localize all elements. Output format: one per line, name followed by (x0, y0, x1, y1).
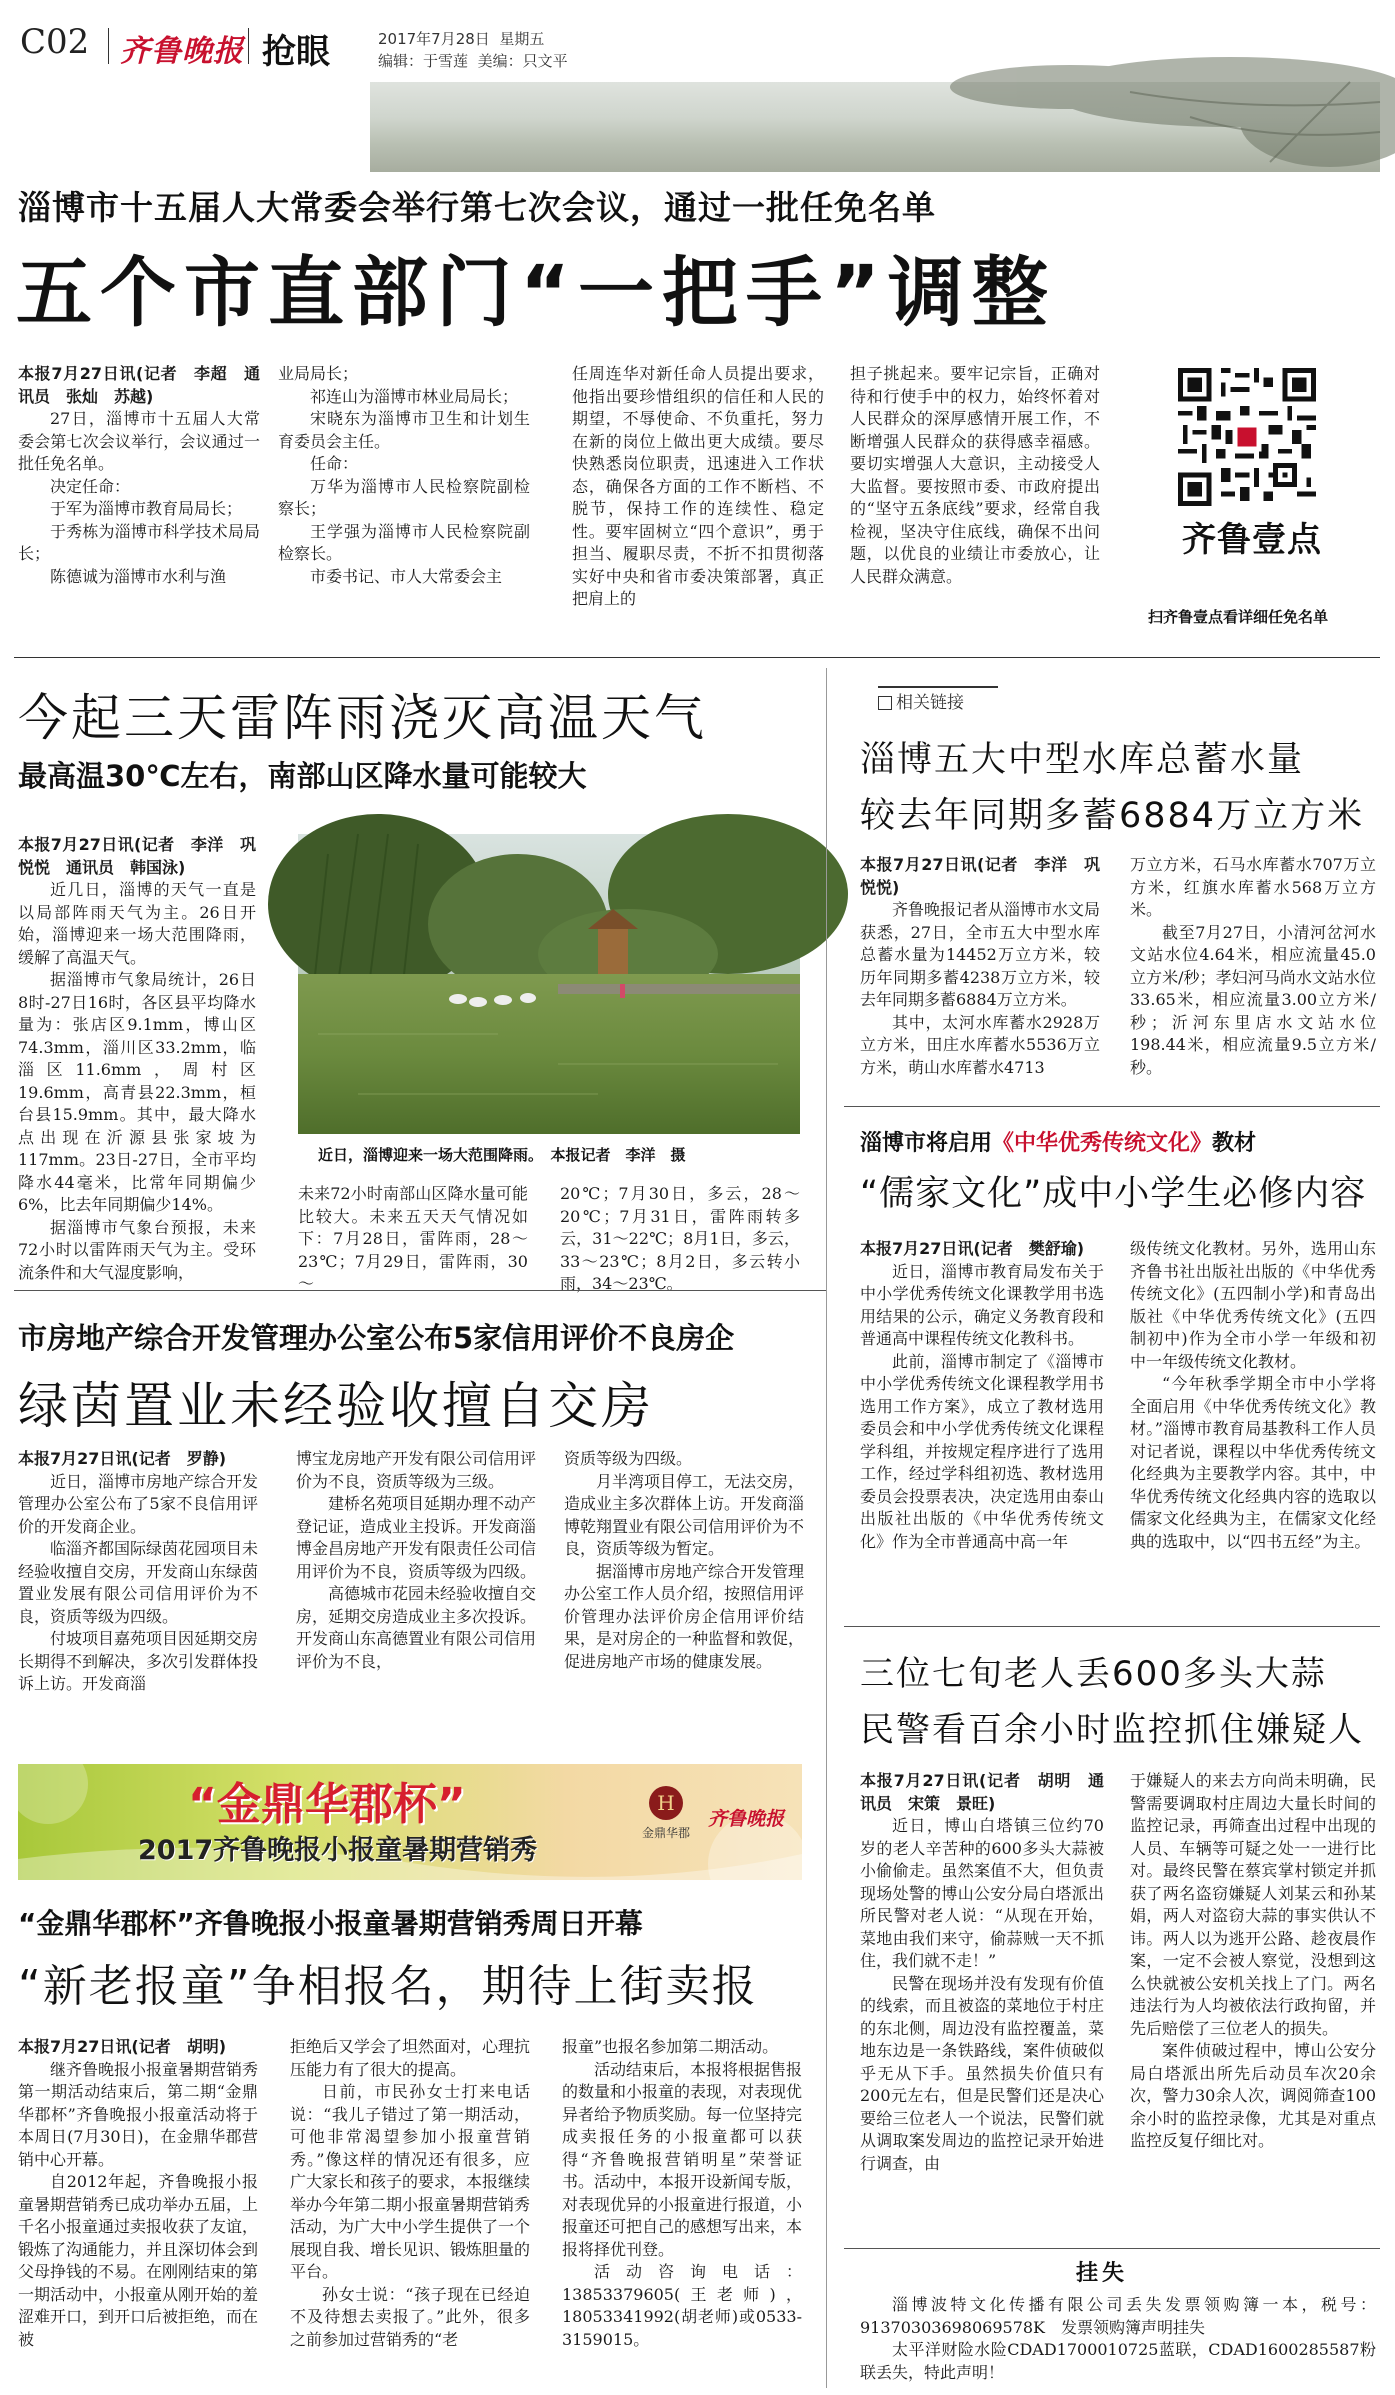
paragraph: 付坡项目嘉苑项目因延期交房长期得不到解决，多次引发群体投诉上访。开发商淄 (18, 1629, 259, 1693)
story3-title: 绿茵置业未经验收擅自交房 (18, 1377, 654, 1435)
story2-byline: 本报7月27日讯(记者 李洋 巩悦悦 通讯员 韩国泳) (18, 835, 256, 877)
paragraph: 活动咨询电话：13853379605(王老师)，18053341992(胡老师)或0533-3159015。 (562, 2262, 802, 2349)
paragraph: 20℃；7月30日，多云，28～20℃；7月31日，雷阵雨转多云，31～22℃；8月1日，多云，33～23℃；8月2日，多云转小雨，34～23℃。 (560, 1184, 800, 1293)
divider (844, 1626, 1380, 1627)
paragraph: 据淄博市气象台预报，未来72小时以雷阵雨天气为主。受环流条件和大气湿度影响， (18, 1217, 256, 1282)
banner-logo-1 (630, 1786, 702, 1856)
paragraph: 近日，淄博市房地产综合开发管理办公室公布了5家不良信用评价的开发商企业。 (18, 1471, 259, 1536)
banner-title: “金鼎华郡杯” (188, 1779, 466, 1830)
issue-date (378, 28, 544, 49)
kicker-text: 淄博市将启用 (860, 1131, 993, 1156)
paragraph: 近几日，淄博的天气一直是以局部阵雨天气为主。26日开始，淄博迎来一场大范围降雨，缓解了高温天气。 (18, 880, 256, 967)
story7-byline: 本报7月27日讯(记者 胡明 通讯员 宋策 景旺) (860, 1771, 1104, 1813)
notice-text: 太平洋财险水险CDAD1700010725蓝联，CDAD1600285587粉联丢失，特此声明！ (860, 2340, 1376, 2382)
story5-title-line1: 淄博五大中型水库总蓄水量 (860, 740, 1305, 780)
tree-branches (370, 82, 1380, 172)
paragraph: 自2012年起，齐鲁晚报小报童暑期营销秀已成功举办五届，上千名小报童通过卖报收获了友谊，锻炼了沟通能力，并且深切体会到父母挣钱的不易。在刚刚结束的第一期活动中，小报童从刚开始的羞涩难开口，到开口后被拒绝，而在被 (18, 2172, 259, 2349)
qr-code[interactable] (1178, 368, 1316, 506)
story7-col2 (1130, 1770, 1376, 2240)
notice-title: 挂失 (1076, 2261, 1129, 2286)
paragraph: 陈德诚为淄博市水利与渔 (50, 566, 227, 586)
banner-subtitle: 2017齐鲁晚报小报童暑期营销秀 (138, 1835, 538, 1866)
story1-col3 (572, 363, 824, 653)
paragraph: 此前，淄博市制定了《淄博市中小学优秀传统文化课程教学用书选用工作方案》，成立了教材选用委员会和中小学优秀传统文化课程学科组，并按规定程序进行了选用工作，经过学科组初选、教材选用委员会投票表决，决定选用由泰山出版社出版的《中华优秀传统文化》作为全市普通高中高一年 (860, 1351, 1104, 1551)
paragraph: 近日，博山白塔镇三位约70岁的老人辛苦种的600多头大蒜被小偷偷走。虽然案值不大，但负责现场处警的博山公安分局白塔派出所民警对老人说：“从现在开始，菜地由我们来守，偷蒜贼一天不抓住，我们就不走！” (860, 1816, 1104, 1970)
notice-body (860, 2294, 1376, 2386)
section-name: 抢眼 (262, 32, 330, 72)
paragraph: 继齐鲁晚报小报童暑期营销秀第一期活动结束后，第二期“金鼎华郡杯”齐鲁晚报小报童活动将于本周日(7月30日)，在金鼎华郡营销中心开幕。 (18, 2059, 259, 2169)
paragraph: 拒绝后又学会了坦然面对，心理抗压能力有了很大的提高。 (290, 2037, 531, 2079)
related-links-tag (878, 686, 998, 712)
qr-code-image (1178, 368, 1316, 506)
paragraph: 据淄博市房地产综合开发管理办公室工作人员介绍，按照信用评价管理办法评价房企信用评价结果，是对房企的一种监督和敦促，促进房地产市场的健康发展。 (564, 1561, 805, 1671)
paragraph: 市委书记、市人大常委会主 (310, 566, 503, 586)
story7-title-line1: 三位七旬老人丢600多头大蒜 (860, 1654, 1327, 1694)
story1-col4 (850, 363, 1100, 653)
divider (844, 2248, 1380, 2249)
date-text: 2017年7月28日 (378, 30, 490, 48)
paragraph: 宋晓东为淄博市卫生和计划生育委员会主任。 (278, 409, 530, 451)
editor-text: 编辑：于雪莲 (378, 52, 469, 70)
paragraph: 截至7月27日，小清河岔河水文站水位4.64米，相应流量45.0立方米/秒；孝妇河马尚水文站水位33.65米，相应流量3.00立方米/秒；沂河东里店水文站水位198.44米，相应流量9.5立方米/秒。 (1130, 922, 1376, 1077)
banner-logo-1-emblem: H (649, 1786, 683, 1820)
masthead-logo: 齐鲁晚报 (120, 34, 244, 69)
paragraph: 王学强为淄博市人民检察院副检察长。 (278, 521, 530, 563)
paragraph: 担子挑起来。要牢记宗旨，正确对待和行使手中的权力，始终怀着对人民群众的深厚感情开展工作，不断增强人民群众的获得感幸福感。要切实增强人大意识，主动接受人大监督。要按照市委、市政府提出的“坚守五条底线”要求，经常自我检视，坚决守住底线，确保不出问题，以优良的业绩让市委放心，让人民群众满意。 (850, 364, 1100, 586)
story3-byline: 本报7月27日讯(记者 罗静) (18, 1449, 227, 1468)
rain-pond-photo (298, 834, 800, 1134)
divider (844, 1106, 1380, 1107)
column-divider (826, 668, 827, 2388)
story4-col2 (290, 2036, 530, 2386)
paragraph: 孙女士说：“孩子现在已经迫不及待想去卖报了。”此外，很多之前参加过营销秀的“老 (290, 2284, 530, 2349)
story5-title-line2: 较去年同期多蓄6884万立方米 (860, 796, 1365, 836)
story5-byline: 本报7月27日讯(记者 李洋 巩悦悦) (860, 855, 1100, 897)
story6-kicker (860, 1126, 1256, 1157)
story2-col3 (560, 1183, 800, 1293)
story6-title: “儒家文化”成中小学生必修内容 (860, 1174, 1367, 1214)
paragraph: 高德城市花园未经验收擅自交房，延期交房造成业主多次投诉。开发商山东高德置业有限公司信用评价为不良， (296, 1584, 537, 1671)
paragraph: 资质等级为四级。 (564, 1449, 693, 1468)
paragraph: 报童”也报名参加第二期活动。 (562, 2037, 779, 2056)
story3-col1 (18, 1448, 258, 1753)
photo-caption: 近日，淄博迎来一场大范围降雨。 本报记者 李洋 摄 (318, 1146, 686, 1164)
paragraph: 案件侦破过程中，博山公安分局白塔派出所先后动员车次20余次，警力30余人次，调阅筛查100余小时的监控录像，尤其是对重点监控反复仔细比对。 (1130, 2041, 1376, 2150)
designer-text: 美编：只文平 (477, 52, 568, 70)
story3-kicker: 市房地产综合开发管理办公室公布5家信用评价不良房企 (18, 1321, 735, 1355)
paragraph: 建桥名苑项目延期办理不动产登记证，造成业主投诉。开发商淄博金昌房地产开发有限责任公司信用评价为不良，资质等级为四级。 (296, 1494, 537, 1581)
banner-logo-1-text: 金鼎华郡 (641, 1826, 690, 1840)
story2-title: 今起三天雷阵雨浇灭高温天气 (18, 689, 707, 747)
paragraph: 万立方米，石马水库蓄水707万立方米，红旗水库蓄水568万立方米。 (1130, 855, 1376, 919)
paragraph: 祁连山为淄博市林业局局长； (310, 386, 519, 406)
paragraph: 于秀栋为淄博市科学技术局局长； (18, 521, 260, 563)
notice-text: 淄博波特文化传播有限公司丢失发票领购簿一本，税号：91370303698069578K 发票领购簿声明挂失 (860, 2295, 1376, 2337)
story6-byline: 本报7月27日讯(记者 樊舒瑜) (860, 1239, 1085, 1258)
banner-logo-2: 齐鲁晚报 (708, 1808, 785, 1830)
paragraph: 近日，淄博市教育局发布关于中小学优秀传统文化课教学用书选用结果的公示，确定义务教育段和普通高中课程传统文化教科书。 (860, 1261, 1104, 1348)
paragraph: 月半湾项目停工，无法交房，造成业主多次群体上访。开发商淄博乾翔置业有限公司信用评价为不良，资质等级为暂定。 (564, 1471, 805, 1558)
paragraph: 齐鲁晚报记者从淄博市水文局获悉，27日，全市五大中型水库总蓄水量为14452万立方米，较历年同期多蓄4238万立方米，较去年同期多蓄6884万立方米。 (860, 900, 1101, 1009)
story2-subtitle: 最高温30℃左右，南部山区降水量可能较大 (18, 759, 587, 793)
kicker-text: 教材 (1212, 1131, 1257, 1156)
paragraph: 活动结束后，本报将根据售报的数量和小报童的表现，对表现优异者给予物质奖励。每一位坚持完成卖报任务的小报童都可以获得“齐鲁晚报营销明星”荣誉证书。活动中，本报开设新闻专版，对表现优异的小报童进行报道，小报童还可把自己的感想写出来，本报将择优刊登。 (562, 2059, 803, 2259)
paragraph: 万华为淄博市人民检察院副检察长； (278, 476, 530, 518)
paragraph: 业局局长； (278, 364, 359, 383)
kicker-book: 《中华优秀传统文化》 (992, 1131, 1213, 1156)
story7-col1 (860, 1770, 1104, 2240)
story1-col1 (18, 363, 260, 653)
story2-col2 (298, 1183, 528, 1293)
editor-line (378, 50, 568, 71)
paragraph: 任周连华对新任命人员提出要求，他指出要珍惜组织的信任和人民的期望，不辱使命、不负重托，努力在新的岗位上做出更大成绩。要尽快熟悉岗位职责，迅速进入工作状态，确保各方面的工作不断档、不脱节，保持工作的连续性、稳定性。要牢固树立“四个意识”，勇于担当、履职尽责，不折不扣贯彻落实好中央和省市委决策部署，真正把肩上的 (572, 364, 824, 608)
story5-col2 (1130, 854, 1376, 1096)
paragraph: 未来72小时南部山区降水量可能比较大。未来五天天气情况如下：7月28日，雷阵雨，28～23℃；7月29日，雷阵雨，30～ (298, 1184, 528, 1293)
story4-col1 (18, 2036, 258, 2386)
paragraph: “今年秋季学期全市中小学将全面启用《中华优秀传统文化》教材。”淄博市教育局基教科工作人员对记者说，课程以中华优秀传统文化经典为主要教学内容。其中，中华优秀传统文化经典内容的选取以儒家文化经典为主，在儒家文化经典的选取中，以“四书五经”为主。 (1130, 1374, 1376, 1551)
paragraph: 级传统文化教材。另外，选用山东齐鲁书社出版社出版的《中华优秀传统文化》(五四制小学)和青岛出版社《中华优秀传统文化》(五四制初中)作为全市小学一年级和初中一年级传统文化教材。 (1130, 1239, 1376, 1371)
photo-scene (298, 834, 800, 1134)
qr-brand-logo: 齐鲁壹点 (1182, 520, 1322, 560)
page-number: C02 (20, 22, 90, 62)
divider (14, 657, 1380, 658)
story6-col1 (860, 1238, 1104, 1616)
weekday-text: 星期五 (499, 30, 545, 48)
paragraph: 决定任命： (50, 476, 131, 496)
story6-col2 (1130, 1238, 1376, 1616)
paragraph: 据淄博市气象局统计，26日8时-27日16时，各区县平均降水量为：张店区9.1mm，博山区74.3mm，淄川区33.2mm，临淄区11.6mm，周村区19.6mm，高青县22.3mm，桓台县15.9mm。其中，最大降水点出现在沂源县张家坡为117mm。23日-27日，全市平均降水44毫米，比常年同期偏少6%，比去年同期偏少14%。 (18, 970, 256, 1214)
header-tree-photo (370, 82, 1380, 172)
story1-title: 五个市直部门“一把手”调整 (16, 248, 1056, 337)
paragraph: 民警在现场并没有发现有价值的线索，而且被盗的菜地位于村庄的东北侧，周边没有监控覆盖，菜地东边是一条铁路线，案件侦破似乎无从下手。虽然损失价值只有200元左右，但是民警们还是决心要给三位老人一个说法，民警们就从调取案发周边的监控记录开始进行调查，由 (860, 1973, 1104, 2173)
story3-col3 (564, 1448, 804, 1753)
paragraph: 日前，市民孙女士打来电话说：“我儿子错过了第一期活动，可他非常渴望参加小报童营销秀。”像这样的情况还有很多，应广大家长和孩子的要求，本报继续举办今年第二期小报童暑期营销秀活动，为广大中小学生提供了一个展现自我、增长见识、锻炼胆量的平台。 (290, 2082, 531, 2281)
story1-byline: 本报7月27日讯(记者 李超 通讯员 张灿 苏越) (18, 364, 260, 406)
story3-col2 (296, 1448, 536, 1753)
story1-kicker: 淄博市十五届人大常委会举行第七次会议，通过一批任免名单 (18, 188, 936, 227)
story2-col1 (18, 834, 256, 1282)
tag-box-icon (878, 696, 892, 710)
paragraph: 27日，淄博市十五届人大常委会第七次会议举行，会议通过一批任免名单。 (18, 409, 260, 473)
paragraph: 于嫌疑人的来去方向尚未明确，民警需要调取村庄周边大量长时间的监控记录，再筛查出过程中出现的人员、车辆等可疑之处一一进行比对。最终民警在蔡宾掌村锁定并抓获了两名盗窃嫌疑人刘某云和孙某娟，两人对盗窃大蒜的事实供认不讳。两人以为逃开公路、趁夜晨作案，一定不会被人察觉，没想到这么快就被公安机关找上了门。两名违法行为人均被依法行政拘留，并先后赔偿了三位老人的损失。 (1130, 1771, 1376, 2038)
story4-col3 (562, 2036, 802, 2386)
story4-kicker: “金鼎华郡杯”齐鲁晚报小报童暑期营销秀周日开幕 (18, 1907, 643, 1940)
story4-title: “新老报童”争相报名，期待上街卖报 (18, 1961, 758, 2012)
promo-banner[interactable] (18, 1764, 802, 1880)
divider (14, 1290, 826, 1291)
story5-col1 (860, 854, 1100, 1096)
tag-label: 相关链接 (896, 693, 964, 713)
paragraph: 临淄齐都国际绿茵花园项目未经验收擅自交房，开发商山东绿茵置业发展有限公司信用评价为不良，资质等级为四级。 (18, 1539, 259, 1626)
story4-byline: 本报7月27日讯(记者 胡明) (18, 2037, 227, 2056)
paragraph: 其中，太河水库蓄水2928万立方米，田庄水库蓄水5536万立方米，萌山水库蓄水4713 (860, 1012, 1100, 1077)
paragraph: 于军为淄博市教育局局长； (50, 499, 243, 518)
story7-title-line2: 民警看百余小时监控抓住嫌疑人 (860, 1710, 1364, 1750)
story1-col2 (278, 363, 530, 653)
qr-caption: 扫齐鲁壹点看详细任免名单 (1148, 608, 1329, 626)
paragraph: 任命： (310, 454, 359, 473)
paragraph: 博宝龙房地产开发有限公司信用评价为不良，资质等级为三级。 (296, 1449, 537, 1491)
